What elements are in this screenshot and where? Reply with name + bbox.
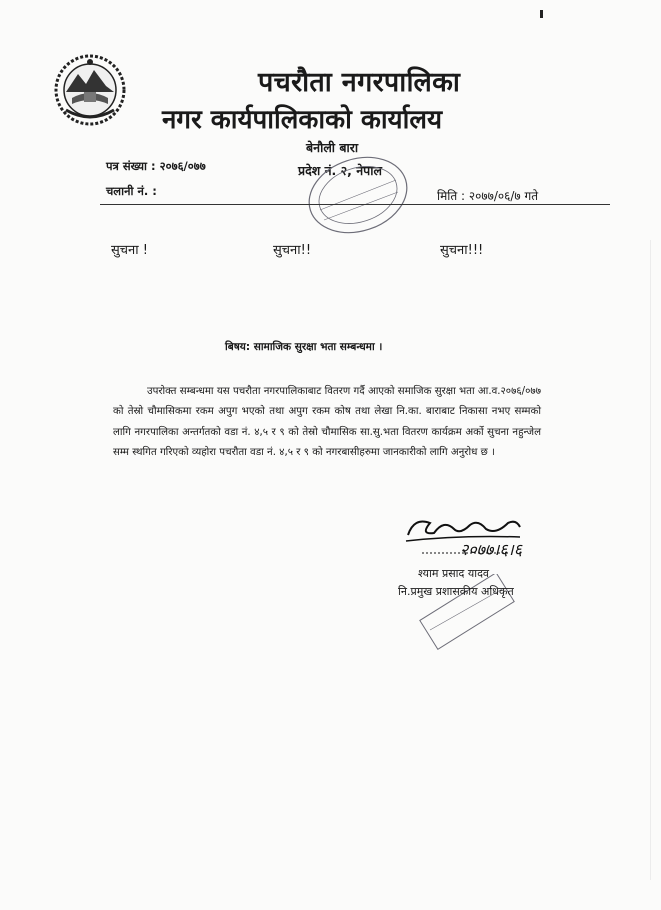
notice-label-2: सुचना!! xyxy=(273,243,312,258)
notice-label-3: सुचना!!! xyxy=(440,243,484,258)
letter-date: मिति : २०७७/०६/७ गते xyxy=(437,189,539,203)
scan-speck xyxy=(540,10,543,18)
signatory-name: श्याम प्रसाद यादव xyxy=(418,567,490,580)
letter-body: उपरोक्त सम्बन्धमा यस पचरौता नगरपालिकाबाट वितरण गर्दै आएको समाजिक सुरक्षा भता आ.व.२०७६/०७७ को तेस्रो चौमासिकमा रकम अपुग भएको तथा अपुग रकम कोष तथा लेखा नि.का. बाराबाट निकासा नभए सम्मको लागि नगरपालिका अन्तर्गतको वडा नं. ४,५ र ९ को तेस्रो चौमासिक सा.सु.भता वितरण कार्यक्रम अर्को सुचना नहुन्जेल सम्म स्थगित गरिएको व्यहोरा पचरौता वडा नं. ४,५ र ९ को नगरबासीहरुमा जानकारीको लागि अनुरोध छ । xyxy=(113,386,541,459)
municipality-name: पचरौता नगरपालिका xyxy=(258,67,461,98)
address-line-2: प्रदेश नं. २, नेपाल xyxy=(298,163,382,178)
nepal-emblem-logo xyxy=(52,52,128,128)
header-divider xyxy=(100,204,610,205)
address-line-1: बेनौली बारा xyxy=(306,140,359,155)
signatory-title: नि.प्रमुख प्रशासकीय अधिकृत xyxy=(398,585,514,598)
letter-subject: बिषय: सामाजिक सुरक्षा भता सम्बन्धमा । xyxy=(225,341,383,353)
notice-label-1: सुचना ! xyxy=(111,243,148,258)
signature-date: २०७७।६।६ xyxy=(460,540,523,559)
office-stamp xyxy=(300,150,415,240)
office-name: नगर कार्यपालिकाको कार्यालय xyxy=(162,105,443,135)
handwritten-signature xyxy=(400,505,570,561)
reference-number: पत्र संख्या : २०७६/०७७ xyxy=(106,159,206,173)
scan-edge xyxy=(650,240,651,880)
dispatch-number: चलानी नं. : xyxy=(106,184,157,198)
